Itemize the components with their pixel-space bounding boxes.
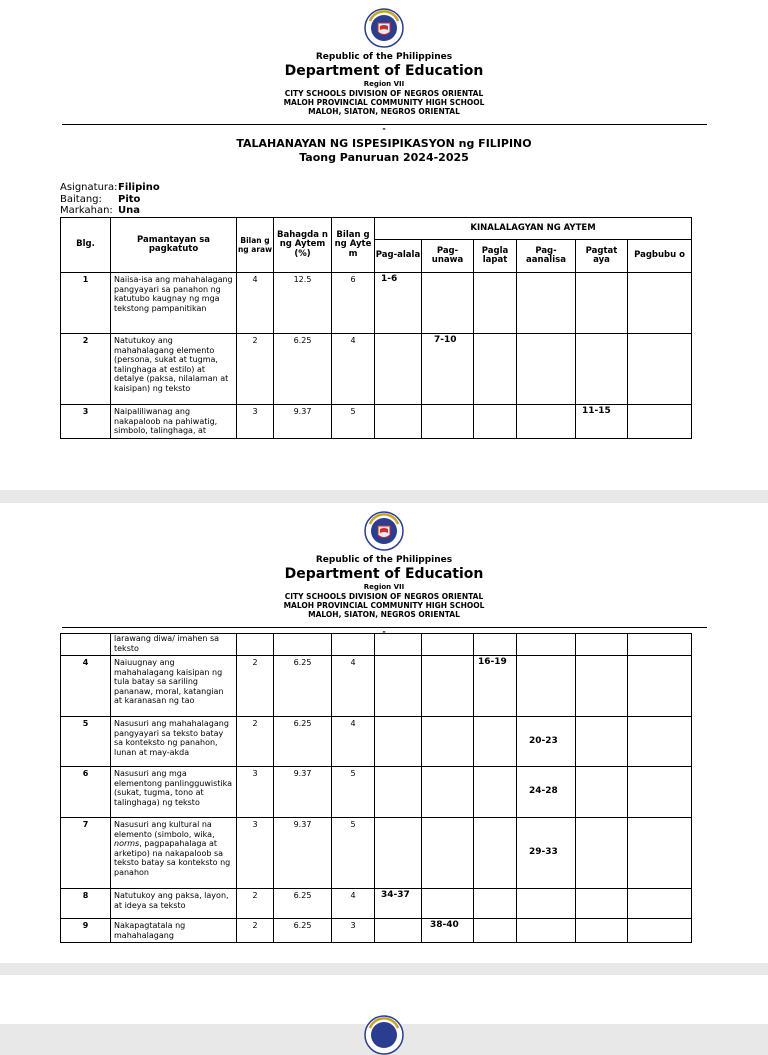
- row-items: 4: [332, 656, 375, 717]
- row-competency: Natutukoy ang mahahalagang elemento (persona, sukat at tugma, talinghaga at estilo) at detalye (paksa, nilalaman at kaisipan) ng teksto: [111, 334, 237, 405]
- header-pamantayan: Pamantayan sa pagkatuto: [111, 218, 237, 273]
- table-row: [61, 767, 692, 818]
- row-competency: Nasusuri ang mga elementong panlingguwistika (sukat, tugma, tono at talinghaga) ng teksto: [111, 767, 237, 818]
- row-placement: 11-15: [576, 405, 628, 439]
- row-days: 2: [237, 889, 274, 919]
- row-percent: 6.25: [274, 889, 332, 919]
- row-placement: 20-23: [517, 717, 576, 767]
- region-text: Region VII: [363, 80, 405, 88]
- school-year: Taong Panuruan 2024-2025: [299, 151, 469, 164]
- row-placement: 29-33: [517, 818, 576, 889]
- row-percent: 6.25: [274, 656, 332, 717]
- division-text: CITY SCHOOLS DIVISION OF NEGROS ORIENTAL: [284, 89, 484, 98]
- row-competency: Naiisa-isa ang mahahalagang pangyayari sa panahon ng katutubo kaugnay ng mga tekstong pampanitikan: [111, 273, 237, 334]
- row-placement: 38-40: [422, 919, 474, 943]
- row-percent: 9.37: [274, 767, 332, 818]
- deped-seal-icon: [364, 8, 404, 48]
- table-row: [61, 656, 692, 717]
- header-kinalalagyan: KINALALAGYAN NG AYTEM: [375, 218, 692, 240]
- row-items: 5: [332, 818, 375, 889]
- row-placement: 24-28: [517, 767, 576, 818]
- header-bilang-aytem: Bilan g ng Ayte m: [332, 218, 375, 273]
- row-number: 2: [61, 334, 111, 405]
- header-pagbubuo: Pagbubu o: [628, 240, 692, 273]
- header-blg: Blg.: [61, 218, 111, 273]
- republic-text: Republic of the Philippines: [315, 555, 453, 565]
- table-row: [61, 273, 692, 334]
- row-placement: 1-6: [375, 273, 422, 334]
- document-title-block: [0, 137, 768, 165]
- header-pagtataya: Pagtat aya: [576, 240, 628, 273]
- table-row: [61, 334, 692, 405]
- document-meta: [60, 182, 160, 217]
- table-row: [61, 717, 692, 767]
- row-number: 5: [61, 717, 111, 767]
- row-competency: Natutukoy ang paksa, layon, at ideya sa teksto: [111, 889, 237, 919]
- row-percent: 9.37: [274, 405, 332, 439]
- table-row-continuation: [61, 634, 692, 656]
- baitang-value: Pito: [118, 193, 141, 205]
- header-separator: -: [382, 124, 386, 133]
- row-days: 2: [237, 656, 274, 717]
- row-days: 3: [237, 818, 274, 889]
- address-text: MALOH, SIATON, NEGROS ORIENTAL: [308, 610, 460, 619]
- letterhead: [0, 556, 768, 620]
- row-competency-continuation: larawang diwa/ imahen sa teksto: [111, 634, 237, 656]
- table-row: [61, 405, 692, 439]
- row-number: 6: [61, 767, 111, 818]
- row-items: 4: [332, 889, 375, 919]
- header-pag-alala: Pag-alala: [375, 240, 422, 273]
- republic-text: Republic of the Philippines: [315, 52, 453, 62]
- row-days: 4: [237, 273, 274, 334]
- row-days: 3: [237, 405, 274, 439]
- asignatura-value: Filipino: [118, 182, 160, 193]
- row-percent: 6.25: [274, 334, 332, 405]
- header-bahagdan: Bahagda n ng Aytem (%): [274, 218, 332, 273]
- letterhead: [0, 53, 768, 117]
- table-row: [61, 919, 692, 943]
- row-percent: 12.5: [274, 273, 332, 334]
- division-text: CITY SCHOOLS DIVISION OF NEGROS ORIENTAL: [284, 592, 484, 601]
- markahan-value: Una: [118, 205, 140, 216]
- markahan-label: Markahan:: [60, 205, 113, 216]
- header-separator: -: [382, 627, 386, 636]
- row-items: 4: [332, 717, 375, 767]
- header-pag-unawa: Pag-unawa: [422, 240, 474, 273]
- specification-table-page-2: [60, 633, 692, 943]
- row-placement: 7-10: [422, 334, 474, 405]
- specification-table-page-1: [60, 217, 692, 439]
- document-page-1: [0, 0, 768, 490]
- row-number: 3: [61, 405, 111, 439]
- header-pag-aanalisa: Pag-aanalisa: [517, 240, 576, 273]
- header-bilang-araw: Bilan g ng araw: [237, 218, 274, 273]
- row-number: 9: [61, 919, 111, 943]
- row-items: 5: [332, 405, 375, 439]
- row-days: 2: [237, 334, 274, 405]
- row-percent: 9.37: [274, 818, 332, 889]
- table-row: [61, 889, 692, 919]
- address-text: MALOH, SIATON, NEGROS ORIENTAL: [308, 107, 460, 116]
- document-page-2: [0, 503, 768, 963]
- asignatura-label: Asignatura:: [60, 182, 118, 193]
- school-text: MALOH PROVINCIAL COMMUNITY HIGH SCHOOL: [283, 98, 485, 107]
- row-placement: 34-37: [375, 889, 422, 919]
- row-competency: Nasusuri ang kultural na elemento (simbolo, wika, norms, pagpapahalaga at arketipo) na nakapaloob sa teksto batay sa konteksto ng panahon: [111, 818, 237, 889]
- row-days: 3: [237, 767, 274, 818]
- row-percent: 6.25: [274, 919, 332, 943]
- region-text: Region VII: [363, 583, 405, 591]
- department-text: Department of Education: [284, 63, 484, 79]
- row-placement: 16-19: [474, 656, 517, 717]
- table-row: [61, 818, 692, 889]
- row-items: 6: [332, 273, 375, 334]
- row-number: 8: [61, 889, 111, 919]
- document-page-3: [0, 975, 768, 1024]
- row-number: 4: [61, 656, 111, 717]
- row-competency: Naiuugnay ang mahahalagang kaisipan ng tula batay sa sariling pananaw, moral, katangian at karanasan ng tao: [111, 656, 237, 717]
- deped-seal-icon: [364, 1015, 404, 1055]
- baitang-label: Baitang:: [60, 193, 102, 205]
- department-text: Department of Education: [284, 566, 484, 582]
- school-text: MALOH PROVINCIAL COMMUNITY HIGH SCHOOL: [283, 601, 485, 610]
- row-number: 7: [61, 818, 111, 889]
- row-competency: Naipaliliwanag ang nakapaloob na pahiwatig, simbolo, talinghaga, at: [111, 405, 237, 439]
- row-percent: 6.25: [274, 717, 332, 767]
- row-number: 1: [61, 273, 111, 334]
- row-competency: Nasusuri ang mahahalagang pangyayari sa teksto batay sa konteksto ng panahon, lunan at may-akda: [111, 717, 237, 767]
- row-days: 2: [237, 717, 274, 767]
- document-title: TALAHANAYAN NG ISPESIPIKASYON ng FILIPINO: [236, 137, 532, 150]
- row-items: 4: [332, 334, 375, 405]
- deped-seal-icon: [364, 511, 404, 551]
- header-paglalapat: Pagla lapat: [474, 240, 517, 273]
- row-items: 3: [332, 919, 375, 943]
- row-days: 2: [237, 919, 274, 943]
- row-items: 5: [332, 767, 375, 818]
- row-competency: Nakapagtatala ng mahahalagang: [111, 919, 237, 943]
